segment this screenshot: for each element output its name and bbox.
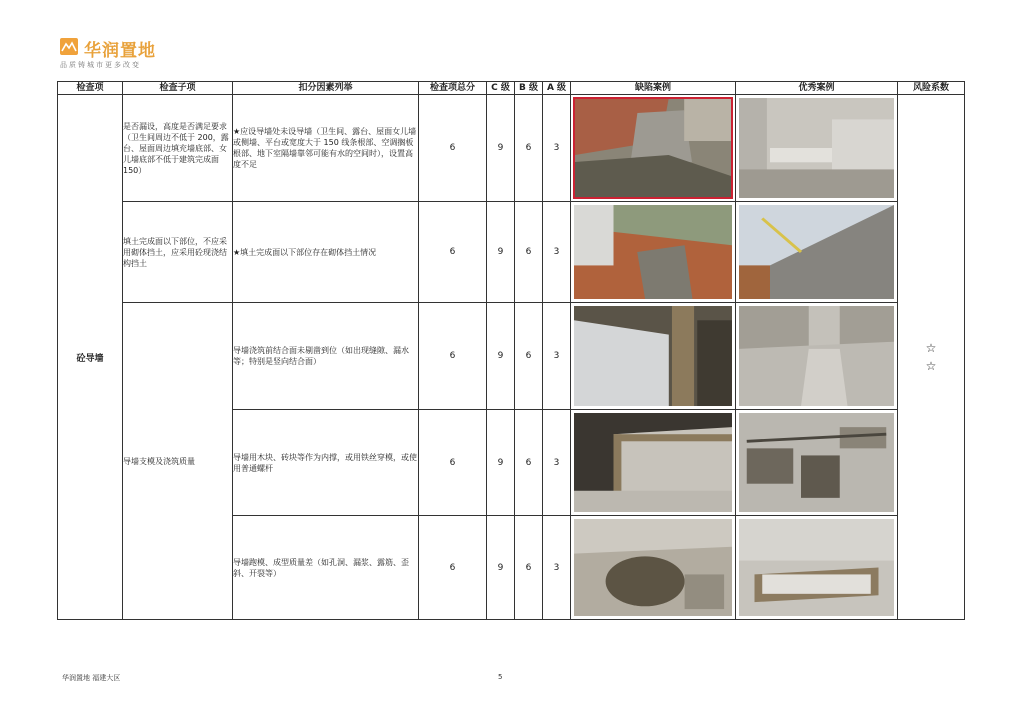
footer-company: 华润置地 福建大区 [62, 674, 121, 682]
b-grade-cell: 6 [515, 303, 543, 410]
table-row [58, 202, 965, 303]
table-header-row [58, 82, 965, 95]
excellent-photo-image [739, 205, 894, 299]
excellent-photo-image [739, 519, 894, 616]
sub-item-cell: 是否漏设，高度是否满足要求（卫生间周边不低于 200，露台、屋面周边填充墙底部、女儿墙底部不低于建筑完成面 150） [123, 95, 233, 202]
deduction-cell: 导墙跑模、成型质量差（如孔洞、漏浆、露筋、歪斜、开裂等） [233, 516, 419, 620]
brand-slogan: 品质铸城市更多改变 [60, 61, 141, 69]
excellent-photo-image [739, 98, 894, 198]
page-number: 5 [498, 673, 503, 681]
table-row [58, 303, 965, 410]
defect-photo-cell [571, 516, 736, 620]
header-cell: C 级 [487, 82, 515, 95]
excellent-photo-cell [736, 95, 898, 202]
excellent-photo-cell [736, 410, 898, 516]
defect-photo-cell [571, 202, 736, 303]
b-grade-cell: 6 [515, 410, 543, 516]
logo-mark-icon [60, 38, 78, 55]
header-cell: 扣分因素列举 [233, 82, 419, 95]
c-grade-cell: 9 [487, 516, 515, 620]
a-grade-cell: 3 [543, 202, 571, 303]
defect-photo-image [574, 205, 732, 299]
a-grade-cell: 3 [543, 410, 571, 516]
defect-photo-cell [571, 410, 736, 516]
header-cell: 优秀案例 [736, 82, 898, 95]
b-grade-cell: 6 [515, 516, 543, 620]
defect-photo-image [574, 519, 732, 616]
a-grade-cell: 3 [543, 303, 571, 410]
header-cell: A 级 [543, 82, 571, 95]
a-grade-cell: 3 [543, 95, 571, 202]
defect-photo-image [574, 413, 732, 512]
defect-photo-cell [571, 95, 736, 202]
b-grade-cell: 6 [515, 95, 543, 202]
risk-star-icon: ☆ [925, 359, 937, 373]
excellent-photo-image [739, 413, 894, 512]
defect-photo-cell [571, 303, 736, 410]
excellent-photo-cell [736, 202, 898, 303]
deduction-cell: ★应设导墙处未设导墙（卫生间、露台、屋面女儿墙或侧墙、平台或宽度大于 150 线条根部、空调搁板根部、地下室隔墙靠邻可能有水的空间时），设置高度不足 [233, 95, 419, 202]
header-cell: 检查子项 [123, 82, 233, 95]
total-score-cell: 6 [419, 202, 487, 303]
total-score-cell: 6 [419, 516, 487, 620]
deduction-cell: ★填土完成面以下部位存在砌体挡土情况 [233, 202, 419, 303]
deduction-cell: 导墙用木块、砖块等作为内撑，或用铁丝穿模，或使用普通螺杆 [233, 410, 419, 516]
inspection-table [57, 81, 965, 620]
header-cell: B 级 [515, 82, 543, 95]
sub-item-cell: 导墙支模及浇筑质量 [123, 303, 233, 620]
header-cell: 检查项总分 [419, 82, 487, 95]
brand-name: 华润置地 [84, 41, 156, 61]
c-grade-cell: 9 [487, 410, 515, 516]
category-cell: 砼导墙 [58, 95, 123, 620]
sub-item-cell: 填土完成面以下部位，不应采用砌体挡土，应采用砼现浇结构挡土 [123, 202, 233, 303]
header-cell: 缺陷案例 [571, 82, 736, 95]
total-score-cell: 6 [419, 303, 487, 410]
c-grade-cell: 9 [487, 303, 515, 410]
header-cell: 风险系数 [898, 82, 965, 95]
total-score-cell: 6 [419, 95, 487, 202]
table-row [58, 95, 965, 202]
a-grade-cell: 3 [543, 516, 571, 620]
excellent-photo-image [739, 306, 894, 406]
excellent-photo-cell [736, 303, 898, 410]
risk-star-icon: ☆ [925, 341, 937, 355]
total-score-cell: 6 [419, 410, 487, 516]
b-grade-cell: 6 [515, 202, 543, 303]
excellent-photo-cell [736, 516, 898, 620]
deduction-cell: 导墙浇筑前结合面未剔凿到位（如出现缝隙、漏水等；特别是竖向结合面） [233, 303, 419, 410]
c-grade-cell: 9 [487, 95, 515, 202]
risk-factor-cell [898, 95, 965, 620]
c-grade-cell: 9 [487, 202, 515, 303]
defect-photo-image [573, 97, 733, 199]
header-cell: 检查项 [58, 82, 123, 95]
defect-photo-image [574, 306, 732, 406]
